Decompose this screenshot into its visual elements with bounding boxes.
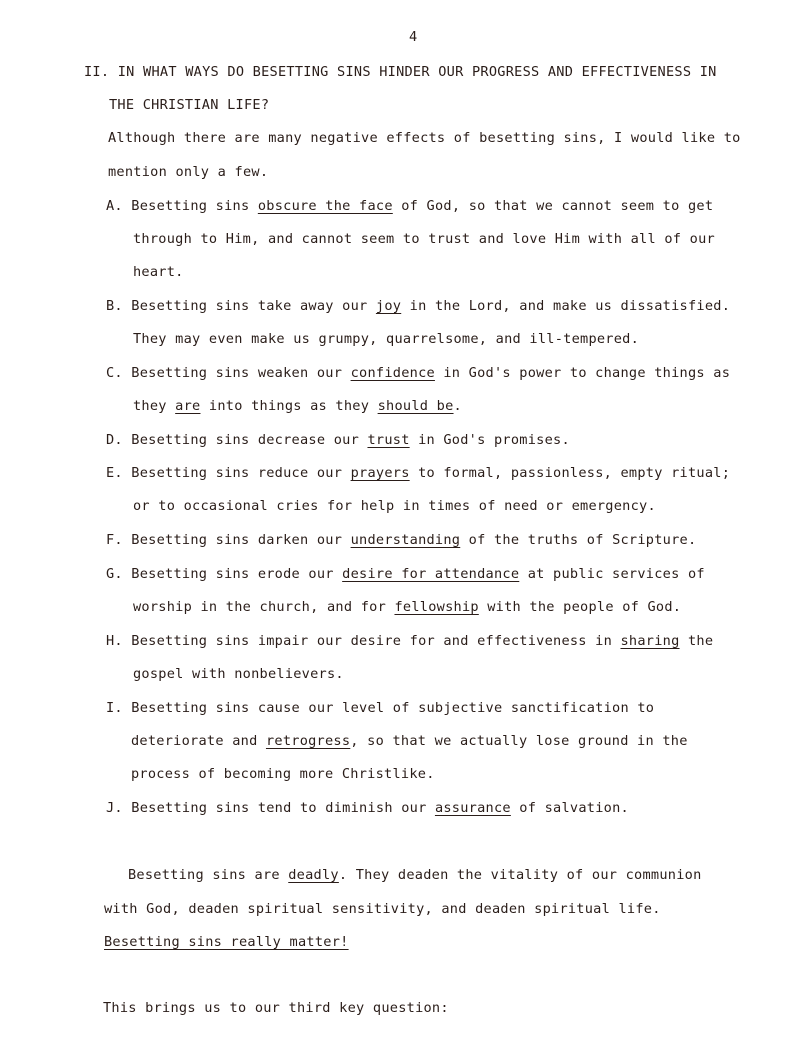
item-d-emphasis: trust bbox=[367, 432, 410, 448]
list-item-g bbox=[106, 568, 705, 582]
item-a-text: A. Besetting sins bbox=[106, 198, 258, 214]
item-i-line-2-text: deteriorate and bbox=[131, 733, 266, 749]
intro-line-2: mention only a few. bbox=[108, 164, 269, 180]
closing-text-rest: . They deaden the vitality of our communion bbox=[338, 867, 702, 883]
section-heading-line-2: THE CHRISTIAN LIFE? bbox=[109, 97, 270, 113]
list-item-a bbox=[106, 200, 713, 214]
list-item-a-line-3: heart. bbox=[133, 264, 184, 280]
list-item-b-line-2: They may even make us grumpy, quarrelsome, and ill-tempered. bbox=[133, 331, 640, 347]
item-i-line-2-end: , so that we actually lose ground in the bbox=[350, 733, 688, 749]
item-e-text: E. Besetting sins reduce our bbox=[106, 465, 351, 481]
item-b-emphasis: joy bbox=[375, 298, 402, 314]
item-f-text: F. Besetting sins darken our bbox=[106, 532, 351, 548]
item-c-line-2-text: they bbox=[133, 398, 176, 414]
list-item-h bbox=[106, 635, 713, 649]
item-c-text: C. Besetting sins weaken our bbox=[106, 365, 351, 381]
item-g-text: G. Besetting sins erode our bbox=[106, 566, 343, 582]
item-c-emphasis: confidence bbox=[350, 365, 435, 381]
list-item-a-line-2: through to Him, and cannot seem to trust and love Him with all of our bbox=[133, 231, 715, 247]
item-b-text-rest: in the Lord, and make us dissatisfied. bbox=[401, 298, 731, 314]
intro-line-1: Although there are many negative effects of besetting sins, I would like to bbox=[108, 130, 741, 146]
item-d-text-rest: in God's promises. bbox=[409, 432, 570, 448]
list-item-e bbox=[106, 467, 730, 481]
item-f-emphasis: understanding bbox=[350, 532, 461, 548]
item-a-emphasis: obscure the face bbox=[257, 198, 393, 214]
item-h-emphasis: sharing bbox=[620, 633, 680, 649]
item-c-emphasis-should-be: should be bbox=[377, 398, 454, 414]
page-number: 4 bbox=[409, 29, 418, 45]
list-item-h-line-2: gospel with nonbelievers. bbox=[133, 666, 344, 682]
item-g-emphasis-fellowship: fellowship bbox=[394, 599, 479, 615]
item-j-text-rest: of salvation. bbox=[510, 800, 629, 816]
closing-line-3 bbox=[104, 936, 349, 950]
transition-line: This brings us to our third key question: bbox=[103, 1000, 449, 1016]
item-g-line-2-text: worship in the church, and for bbox=[133, 599, 395, 615]
section-heading-line-1: II. IN WHAT WAYS DO BESETTING SINS HINDER OUR PROGRESS AND EFFECTIVENESS IN bbox=[84, 64, 717, 80]
list-item-b bbox=[106, 300, 730, 314]
list-item-i: I. Besetting sins cause our level of subjective sanctification to bbox=[106, 700, 655, 716]
item-h-text-rest: the bbox=[679, 633, 714, 649]
item-j-text: J. Besetting sins tend to diminish our bbox=[106, 800, 435, 816]
list-item-j bbox=[106, 802, 629, 816]
item-b-text: B. Besetting sins take away our bbox=[106, 298, 376, 314]
item-h-text: H. Besetting sins impair our desire for and effectiveness in bbox=[106, 633, 621, 649]
list-item-i-line-2 bbox=[131, 735, 688, 749]
closing-emphasis-deadly: deadly bbox=[288, 867, 339, 883]
closing-line-1 bbox=[128, 869, 702, 883]
item-c-line-2-end: . bbox=[453, 398, 462, 414]
item-f-text-rest: of the truths of Scripture. bbox=[460, 532, 697, 548]
item-i-emphasis: retrogress bbox=[265, 733, 351, 749]
list-item-i-line-3: process of becoming more Christlike. bbox=[131, 766, 435, 782]
item-c-line-2-mid: into things as they bbox=[200, 398, 378, 414]
item-e-emphasis: prayers bbox=[350, 465, 410, 481]
item-d-text: D. Besetting sins decrease our bbox=[106, 432, 368, 448]
list-item-f bbox=[106, 534, 696, 548]
item-g-emphasis: desire for attendance bbox=[342, 566, 520, 582]
list-item-e-line-2: or to occasional cries for help in times of need or emergency. bbox=[133, 498, 656, 514]
item-c-text-rest: in God's power to change things as bbox=[434, 365, 731, 381]
list-item-c bbox=[106, 367, 730, 381]
item-a-text-rest: of God, so that we cannot seem to get bbox=[392, 198, 714, 214]
list-item-g-line-2 bbox=[133, 601, 681, 615]
list-item-c-line-2 bbox=[133, 400, 462, 414]
item-g-text-rest: at public services of bbox=[519, 566, 705, 582]
item-g-line-2-end: with the people of God. bbox=[478, 599, 682, 615]
closing-line-2: with God, deaden spiritual sensitivity, and deaden spiritual life. bbox=[104, 901, 661, 917]
item-e-text-rest: to formal, passionless, empty ritual; bbox=[409, 465, 731, 481]
closing-emphasis-really-matter: Besetting sins really matter! bbox=[104, 934, 349, 950]
item-c-emphasis-are: are bbox=[175, 398, 201, 414]
closing-text: Besetting sins are bbox=[128, 867, 289, 883]
item-j-emphasis: assurance bbox=[434, 800, 511, 816]
list-item-d bbox=[106, 434, 570, 448]
